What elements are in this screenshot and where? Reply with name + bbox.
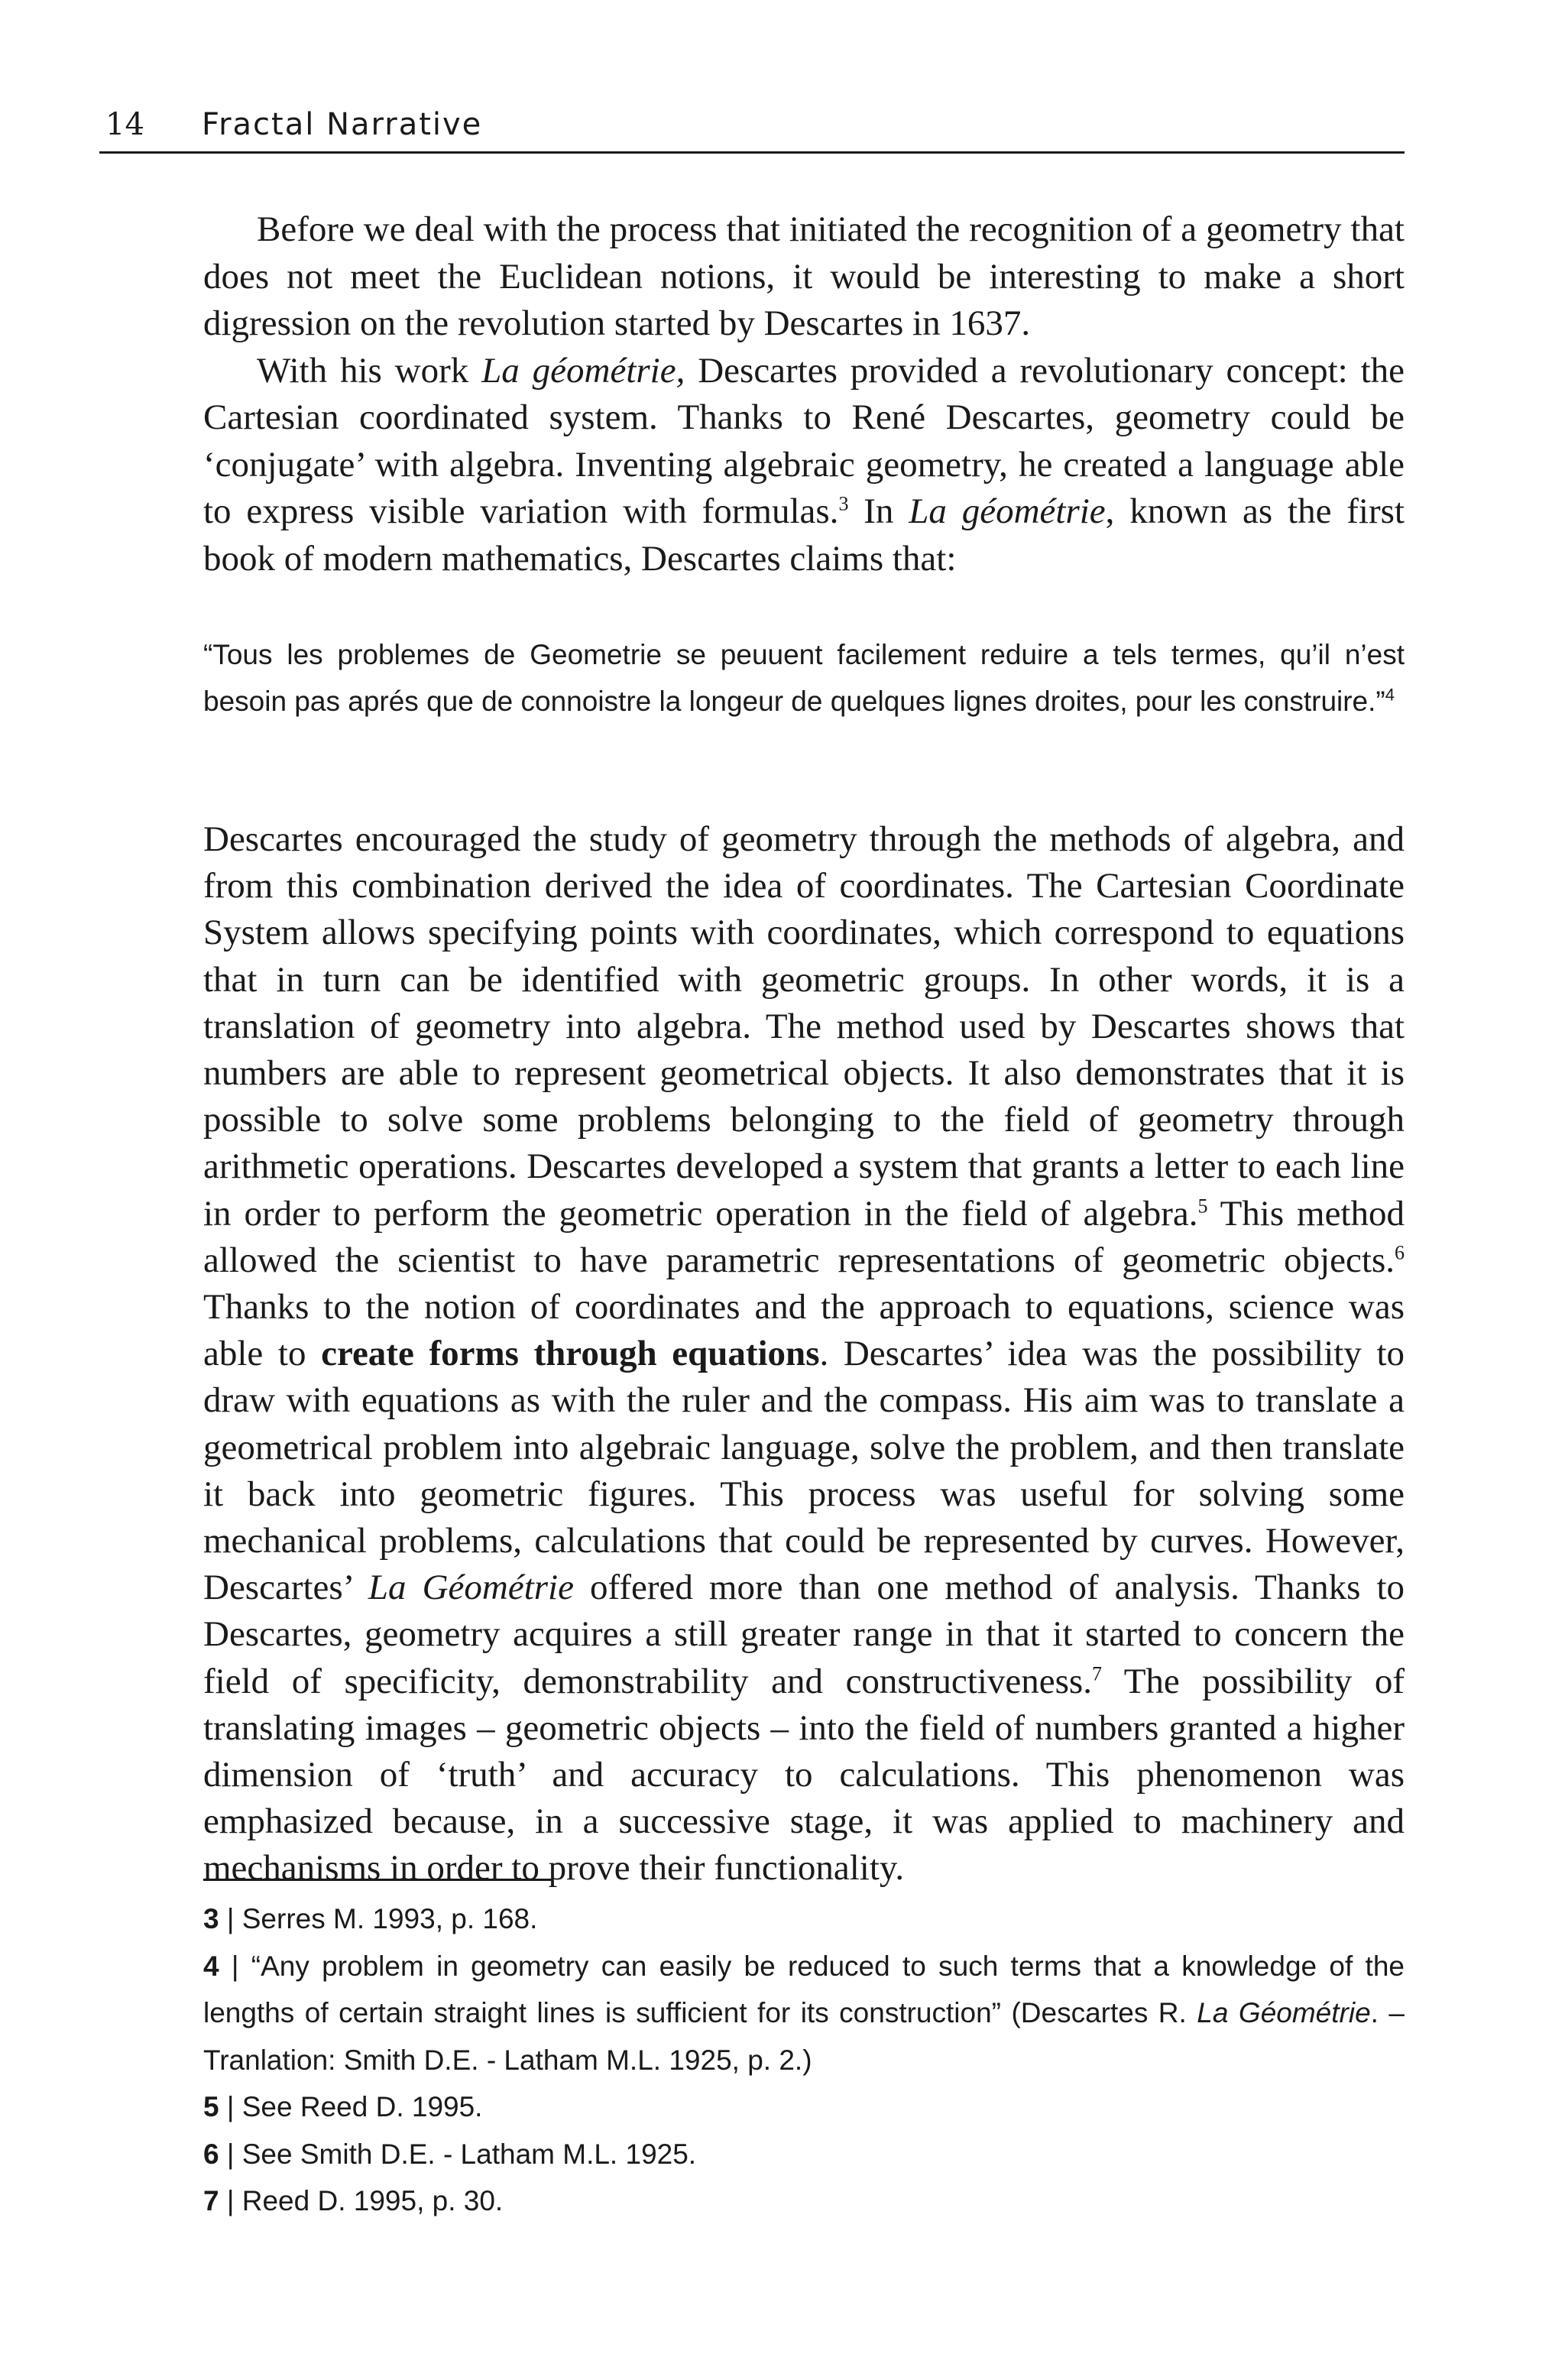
footnote-ref-4: 4: [1385, 685, 1395, 705]
footnotes: [203, 1895, 1405, 2225]
p2-text-2: Descartes provided a revolutionary concept: the Cartesian coordinated system. Thanks to René Descartes, geometry could be ‘conjugate’ with algebra. Inventing algebraic geometry, he created a language able to express visible variation with formulas.: [203, 350, 1405, 531]
p3-text-5: offered more than one method of analysis. Thanks to Descartes, geometry acquires a still greater range in that it started to concern the field of specificity, demonstrability and constructiveness.: [203, 1568, 1405, 1701]
footnote-separator: |: [219, 2185, 242, 2216]
p3-text-1: Descartes encouraged the study of geometry through the methods of algebra, and from this combination derived the idea of coordinates. The Cartesian Coordinate System allows specifying points with coordinates, which correspond to equations that in turn can be identified with geometric groups. In other words, it is a translation of geometry into algebra. The method used by Descartes shows that numbers are able to represent geometrical objects. It also demonstrates that it is possible to solve some problems belonging to the field of geometry through arithmetic operations. Descartes developed a system that grants a letter to each line in order to perform the geometric operation in the field of algebra.: [203, 819, 1405, 1234]
footnote-4: [203, 1943, 1405, 2084]
footnote-number: 7: [203, 2185, 219, 2216]
footnote-number: 3: [203, 1903, 219, 1934]
footnote-number: 5: [203, 2091, 219, 2122]
page-number: 14: [105, 107, 144, 142]
footnote-3: [203, 1895, 1405, 1943]
footnote-text: Serres M. 1993, p. 168.: [241, 1903, 538, 1934]
footnote-ref-6: 6: [1395, 1241, 1405, 1264]
p3-text-4: . Descartes’ idea was the possibility to draw with equations as with the ruler and the compass. His aim was to translate a geometrical problem into algebraic language, solve the problem, and then translate it back into geometric figures. This process was useful for solving some mechanical problems, calculations that could be represented by curves. However, Descartes’: [203, 1334, 1405, 1608]
p3-bold-phrase: create forms through equations: [321, 1334, 820, 1374]
footnote-text: See Smith D.E. - Latham M.L. 1925.: [241, 2138, 697, 2170]
footnote-6: [203, 2131, 1405, 2178]
footnote-7: [203, 2177, 1405, 2225]
footnote-separator: |: [219, 2091, 242, 2122]
page-header: [99, 105, 1405, 154]
paragraph-1: Before we deal with the process that initiated the recognition of a geometry that does not meet the Euclidean notions, it would be interesting to make a short digression on the revolution started by Descartes in 1637.: [203, 209, 1405, 343]
footnote-separator: |: [219, 1903, 242, 1934]
footnote-italic-title: La Géométrie: [1197, 1997, 1371, 2028]
footnote-text: Reed D. 1995, p. 30.: [241, 2185, 504, 2216]
footnote-separator: |: [219, 2138, 242, 2170]
p3-text-6: The possibility of translating images – geometric objects – into the field of numbers granted a higher dimension of ‘truth’ and accuracy to calculations. This phenomenon was emphasized because, in a successive stage, it was applied to machinery and mechanisms in order to prove their functionality.: [203, 1661, 1405, 1889]
p3-text-2: This method allowed the scientist to have parametric representations of geometric objects.: [203, 1193, 1405, 1280]
running-title: Fractal Narrative: [202, 107, 483, 142]
footnote-ref-3: 3: [838, 492, 849, 515]
p2-text-4: , known as the first book of modern mathematics, Descartes claims that:: [203, 491, 1405, 579]
footnote-number: 4: [203, 1950, 219, 1982]
block-quote: [203, 631, 1405, 725]
p2-text-1: With his work: [257, 350, 482, 391]
footnote-number: 6: [203, 2138, 219, 2170]
footnote-divider: [203, 1879, 553, 1881]
quote-text: “Tous les problemes de Geometrie se peuuent facilement reduire a tels termes, qu’il n’est besoin pas aprés que de connoistre la longeur de quelques lignes droites, pour les construire.”: [203, 639, 1405, 717]
main-text-top: [203, 206, 1405, 582]
footnote-ref-5: 5: [1197, 1194, 1208, 1217]
p2-italic-title-1: La géométrie,: [481, 350, 685, 391]
footnote-5: [203, 2083, 1405, 2131]
footnote-text: See Reed D. 1995.: [241, 2091, 483, 2122]
footnote-separator: |: [219, 1950, 251, 1982]
p2-italic-title-2: La géométrie: [909, 491, 1106, 531]
paragraph-2: [203, 348, 1405, 583]
footnote-text-end: . – Tranlation: Smith D.E. - Latham M.L. 1925, p. 2.): [203, 1997, 1405, 2076]
p3-text-3: Thanks to the notion of coordinates and the approach to equations, science was able to: [203, 1287, 1405, 1374]
footnote-ref-7: 7: [1091, 1662, 1102, 1684]
p3-italic-title: La Géométrie: [368, 1568, 574, 1608]
paragraph-3: [203, 816, 1405, 1892]
p2-text-3: In: [848, 491, 909, 531]
footnote-text: “Any problem in geometry can easily be reduced to such terms that a knowledge of the lengths of certain straight lines is sufficient for its construction” (Descartes R.: [203, 1950, 1405, 2028]
